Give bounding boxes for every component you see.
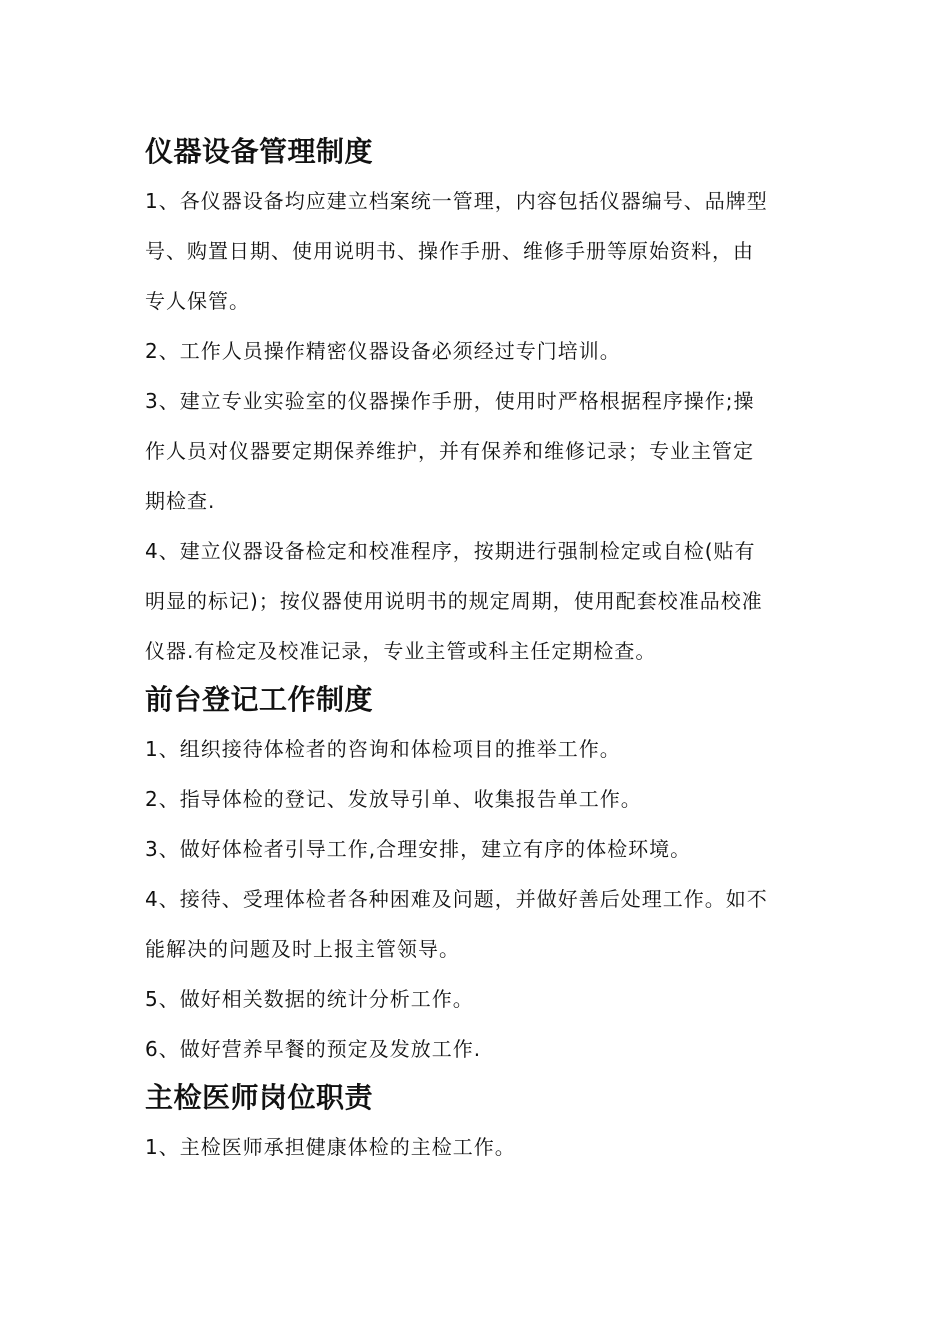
text-line: 能解决的问题及时上报主管领导。	[145, 937, 460, 961]
paragraph	[145, 1024, 815, 1074]
text-line: 仪器.有检定及校准记录，专业主管或科主任定期检查。	[145, 639, 657, 663]
text-line: 5、做好相关数据的统计分析工作。	[145, 987, 474, 1011]
section-title: 前台登记工作制度	[145, 683, 374, 716]
paragraph	[145, 1122, 815, 1172]
text-line: 期检查.	[145, 489, 216, 513]
text-line: 1、各仪器设备均应建立档案统一管理，内容包括仪器编号、品牌型	[145, 189, 768, 213]
text-line: 3、建立专业实验室的仪器操作手册，使用时严格根据程序操作;操	[145, 389, 755, 413]
text-line: 4、建立仪器设备检定和校准程序，按期进行强制检定或自检(贴有	[145, 539, 756, 563]
paragraph	[145, 874, 815, 974]
section-body	[145, 1122, 815, 1172]
text-line: 号、购置日期、使用说明书、操作手册、维修手册等原始资料，由	[145, 239, 754, 263]
text-line: 2、指导体检的登记、发放导引单、收集报告单工作。	[145, 787, 642, 811]
paragraph	[145, 824, 815, 874]
paragraph	[145, 774, 815, 824]
document-page	[145, 128, 815, 1172]
section-title: 仪器设备管理制度	[145, 135, 374, 168]
paragraph	[145, 974, 815, 1024]
paragraph	[145, 724, 815, 774]
text-line: 明显的标记)；按仪器使用说明书的规定周期，使用配套校准品校准	[145, 589, 763, 613]
paragraph	[145, 376, 815, 526]
paragraph	[145, 526, 815, 676]
text-line: 专人保管。	[145, 289, 250, 313]
text-line: 2、工作人员操作精密仪器设备必须经过专门培训。	[145, 339, 621, 363]
text-line: 3、做好体检者引导工作,合理安排，建立有序的体检环境。	[145, 837, 692, 861]
section-body	[145, 176, 815, 676]
paragraph	[145, 176, 815, 326]
text-line: 1、主检医师承担健康体检的主检工作。	[145, 1135, 516, 1159]
text-line: 1、组织接待体检者的咨询和体检项目的推举工作。	[145, 737, 621, 761]
section-title: 主检医师岗位职责	[145, 1081, 374, 1114]
text-line: 作人员对仪器要定期保养维护，并有保养和维修记录；专业主管定	[145, 439, 754, 463]
text-line: 6、做好营养早餐的预定及发放工作.	[145, 1037, 482, 1061]
section-body	[145, 724, 815, 1074]
paragraph	[145, 326, 815, 376]
text-line: 4、接待、受理体检者各种困难及问题，并做好善后处理工作。如不	[145, 887, 768, 911]
